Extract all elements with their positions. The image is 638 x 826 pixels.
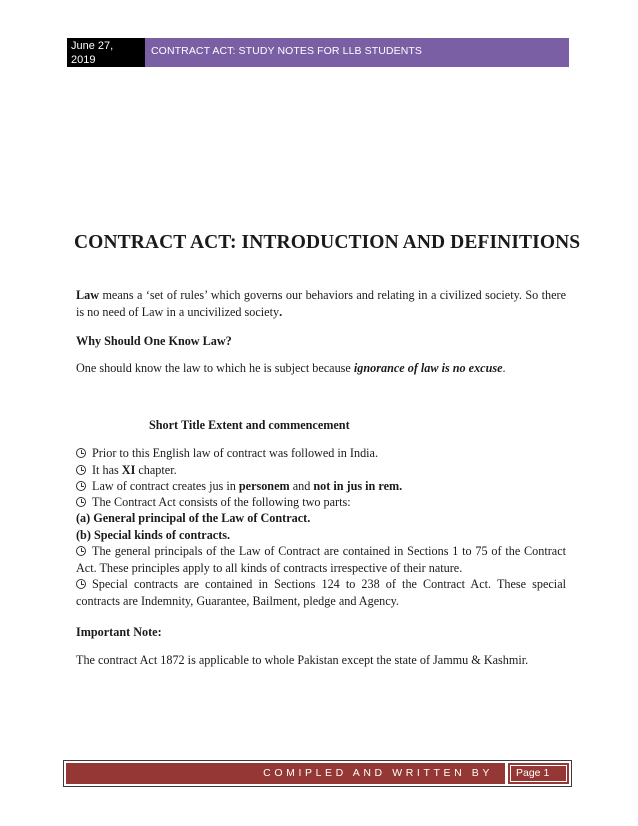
bullet-3-mid: and (289, 479, 314, 493)
clock-icon (76, 546, 86, 556)
bullet-2-pre: It has (92, 463, 122, 477)
why-text-emphasis: ignorance of law is no excuse (353, 361, 503, 375)
bullet-2-bold: XI (121, 463, 136, 477)
header-date: June 27, 2019 (67, 38, 145, 67)
law-term: Law (76, 288, 100, 302)
bullet-3-bold-1: personem (238, 479, 290, 493)
note-text: The contract Act 1872 is applicable to whole Pakistan except the state of Jammu & Kashmir. (76, 653, 529, 667)
bullet-5-text: The general principals of the Law of Contract are contained in Sections 1 to 75 of the Contract Act. These principles apply to all kinds of contracts irrespective of their nature. (76, 544, 566, 575)
bullet-item-2 (76, 462, 566, 479)
why-text-before: One should know the law to which he is subject because (76, 361, 354, 375)
law-definition-end: . (279, 305, 283, 319)
why-text-after: . (502, 361, 506, 375)
part-b: (b) Special kinds of contracts. (76, 528, 231, 542)
clock-icon (76, 465, 86, 475)
bullet-3-bold-2: not in jus in rem. (313, 479, 403, 493)
why-heading: Why Should One Know Law? (76, 334, 232, 348)
short-title-heading: Short Title Extent and commencement (149, 418, 350, 432)
note-heading: Important Note: (76, 625, 162, 639)
law-definition-text: means a ‘set of rules’ which governs our behaviors and relating in a civilized society. So there is no need of Law in a uncivilized society (76, 288, 566, 319)
part-a: (a) General principal of the Law of Contract. (76, 511, 311, 525)
clock-icon (76, 448, 86, 458)
header-title: CONTRACT ACT: STUDY NOTES FOR LLB STUDENTS (145, 38, 569, 67)
why-paragraph (76, 360, 566, 377)
bullet-item-3 (76, 478, 566, 495)
bullet-3-pre: Law of contract creates jus in (92, 479, 239, 493)
bullet-6-text: Special contracts are contained in Sections 124 to 238 of the Contract Act. These special contracts are Indemnity, Guarantee, Bailment, pledge and Agency. (76, 577, 566, 608)
footer-label: COMIPLED AND WRITTEN BY (66, 763, 505, 784)
bullet-item-5 (76, 543, 566, 577)
page-title: CONTRACT ACT: INTRODUCTION AND DEFINITIONS (74, 232, 581, 253)
clock-icon (76, 579, 86, 589)
bullet-item-1 (76, 445, 566, 462)
page-number: Page 1 (516, 767, 550, 779)
bullet-item-4 (76, 494, 566, 511)
bullet-2-post: chapter. (135, 463, 177, 477)
bullet-item-6 (76, 576, 566, 610)
law-definition-paragraph (76, 287, 566, 321)
clock-icon (76, 497, 86, 507)
clock-icon (76, 481, 86, 491)
footer-page-box (508, 763, 569, 784)
bullet-4-text: The Contract Act consists of the following two parts: (92, 495, 351, 509)
bullet-1-text: Prior to this English law of contract was followed in India. (92, 446, 379, 460)
